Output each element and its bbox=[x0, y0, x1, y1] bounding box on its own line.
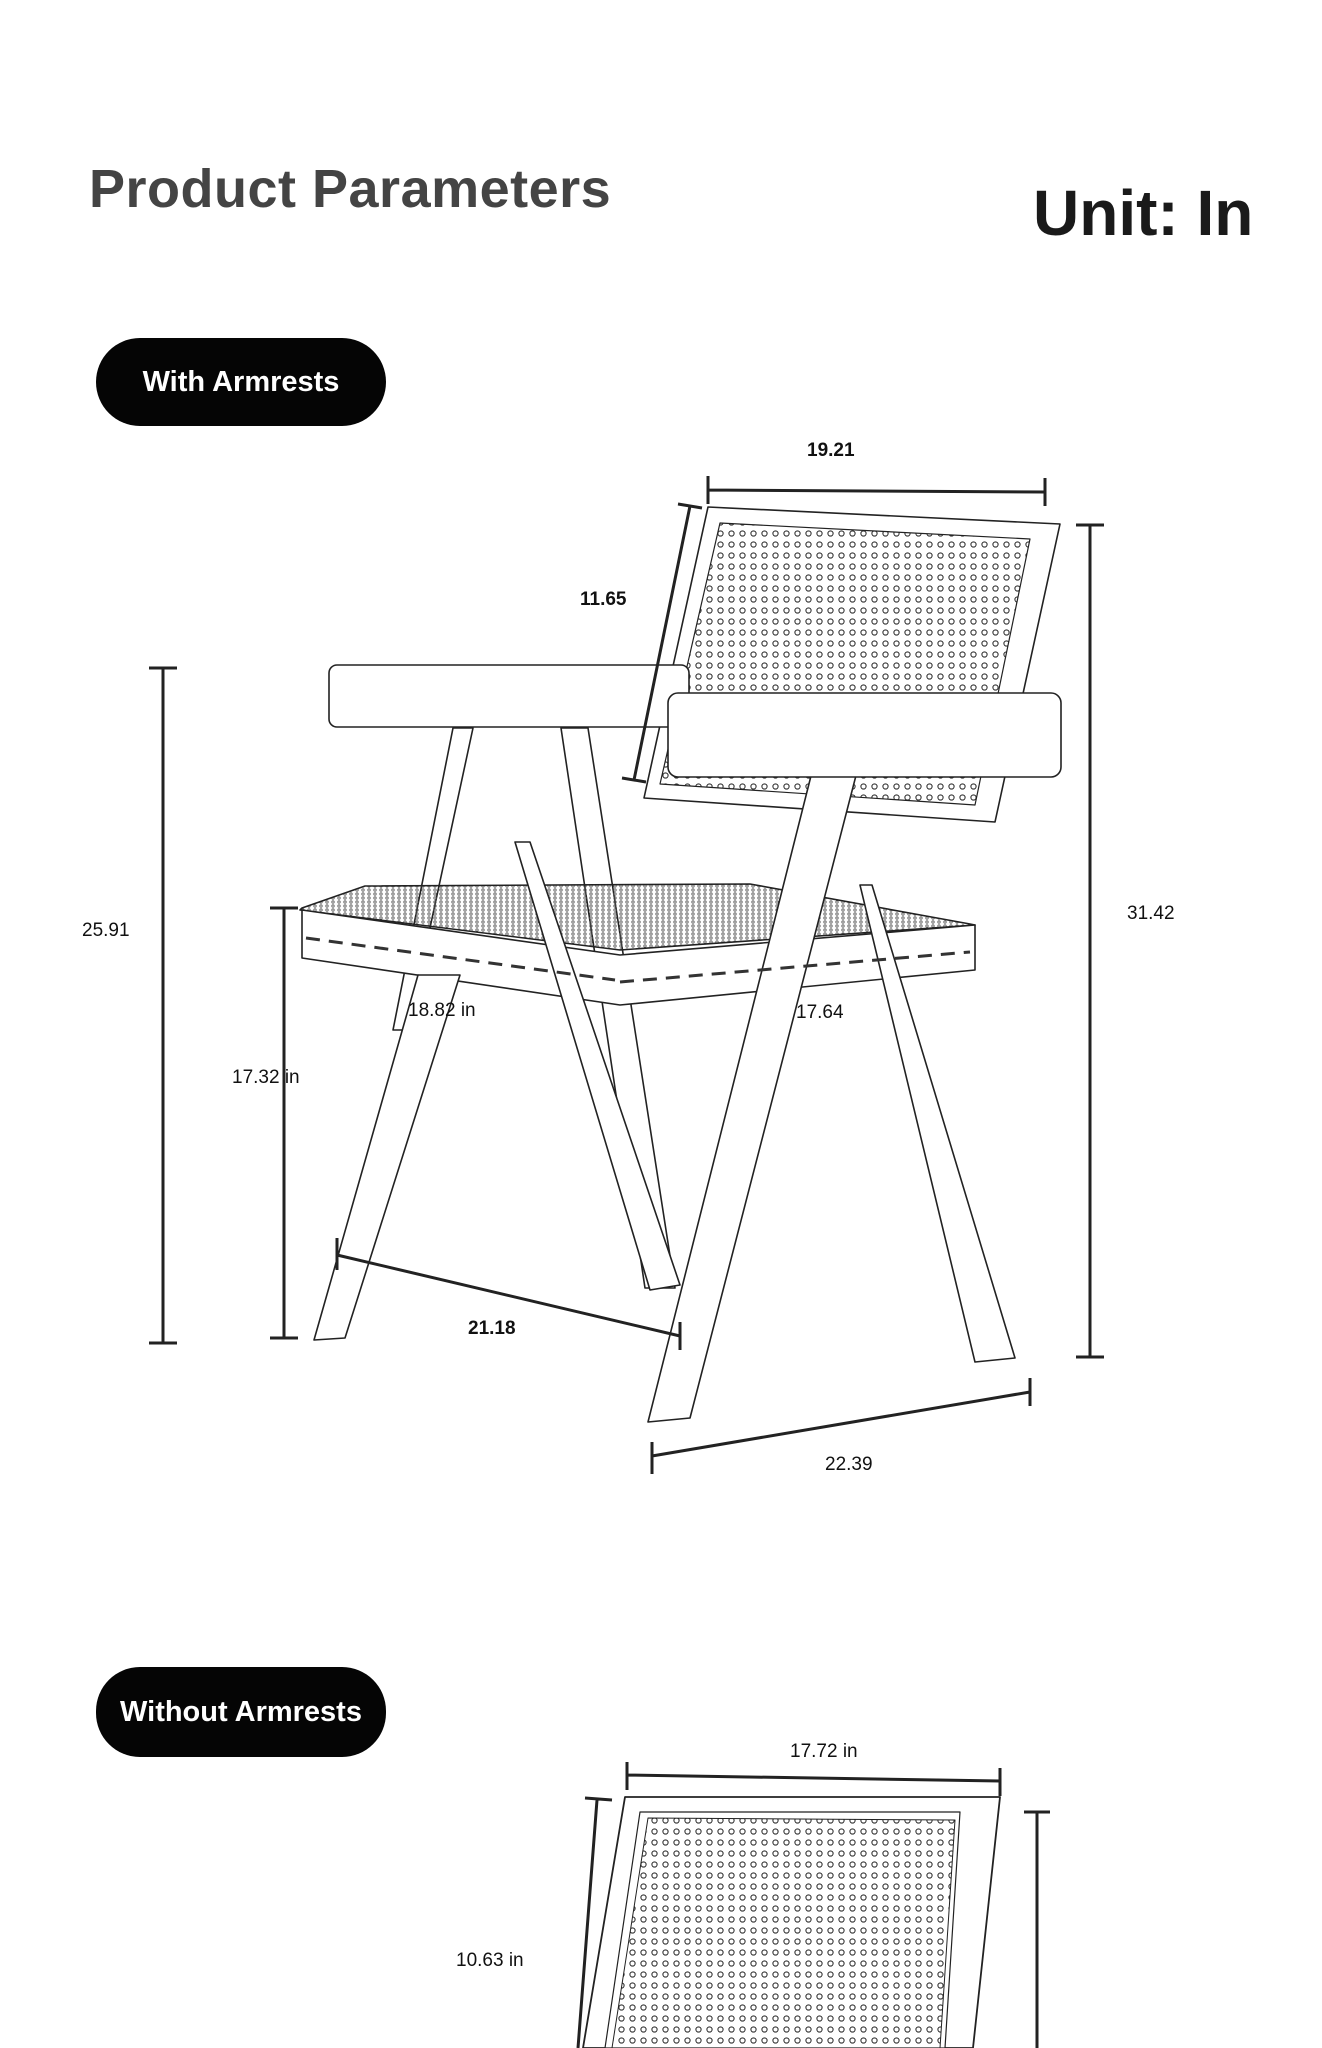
backrest-cane-2 bbox=[612, 1818, 955, 2048]
dim-label-base-width: 22.39 bbox=[825, 1454, 873, 1475]
dim-label-back-width: 19.21 bbox=[807, 440, 855, 461]
dim-label-total-height: 31.42 bbox=[1127, 903, 1175, 924]
dim-label-back-height-2: 10.63 in bbox=[456, 1950, 524, 1971]
dim-label-arm-height: 25.91 bbox=[82, 920, 130, 941]
dim-right-height-2 bbox=[1024, 1812, 1050, 2048]
dim-label-seat-width: 18.82 in bbox=[408, 1000, 476, 1021]
without-armrests-label: Without Armrests bbox=[120, 1695, 362, 1728]
dim-label-seat-depth: 17.64 bbox=[796, 1002, 844, 1023]
page-title: Product Parameters bbox=[89, 159, 612, 219]
dim-label-back-height: 11.65 bbox=[580, 589, 627, 610]
dim-label-seat-height: 17.32 in bbox=[232, 1067, 300, 1088]
dim-label-base-depth: 21.18 bbox=[468, 1318, 516, 1339]
dim-label-back-width-2: 17.72 in bbox=[790, 1741, 858, 1762]
with-armrests-label: With Armrests bbox=[142, 365, 340, 398]
dim-back-width-2 bbox=[627, 1762, 1000, 1796]
unit-label: Unit: In bbox=[1033, 177, 1254, 249]
